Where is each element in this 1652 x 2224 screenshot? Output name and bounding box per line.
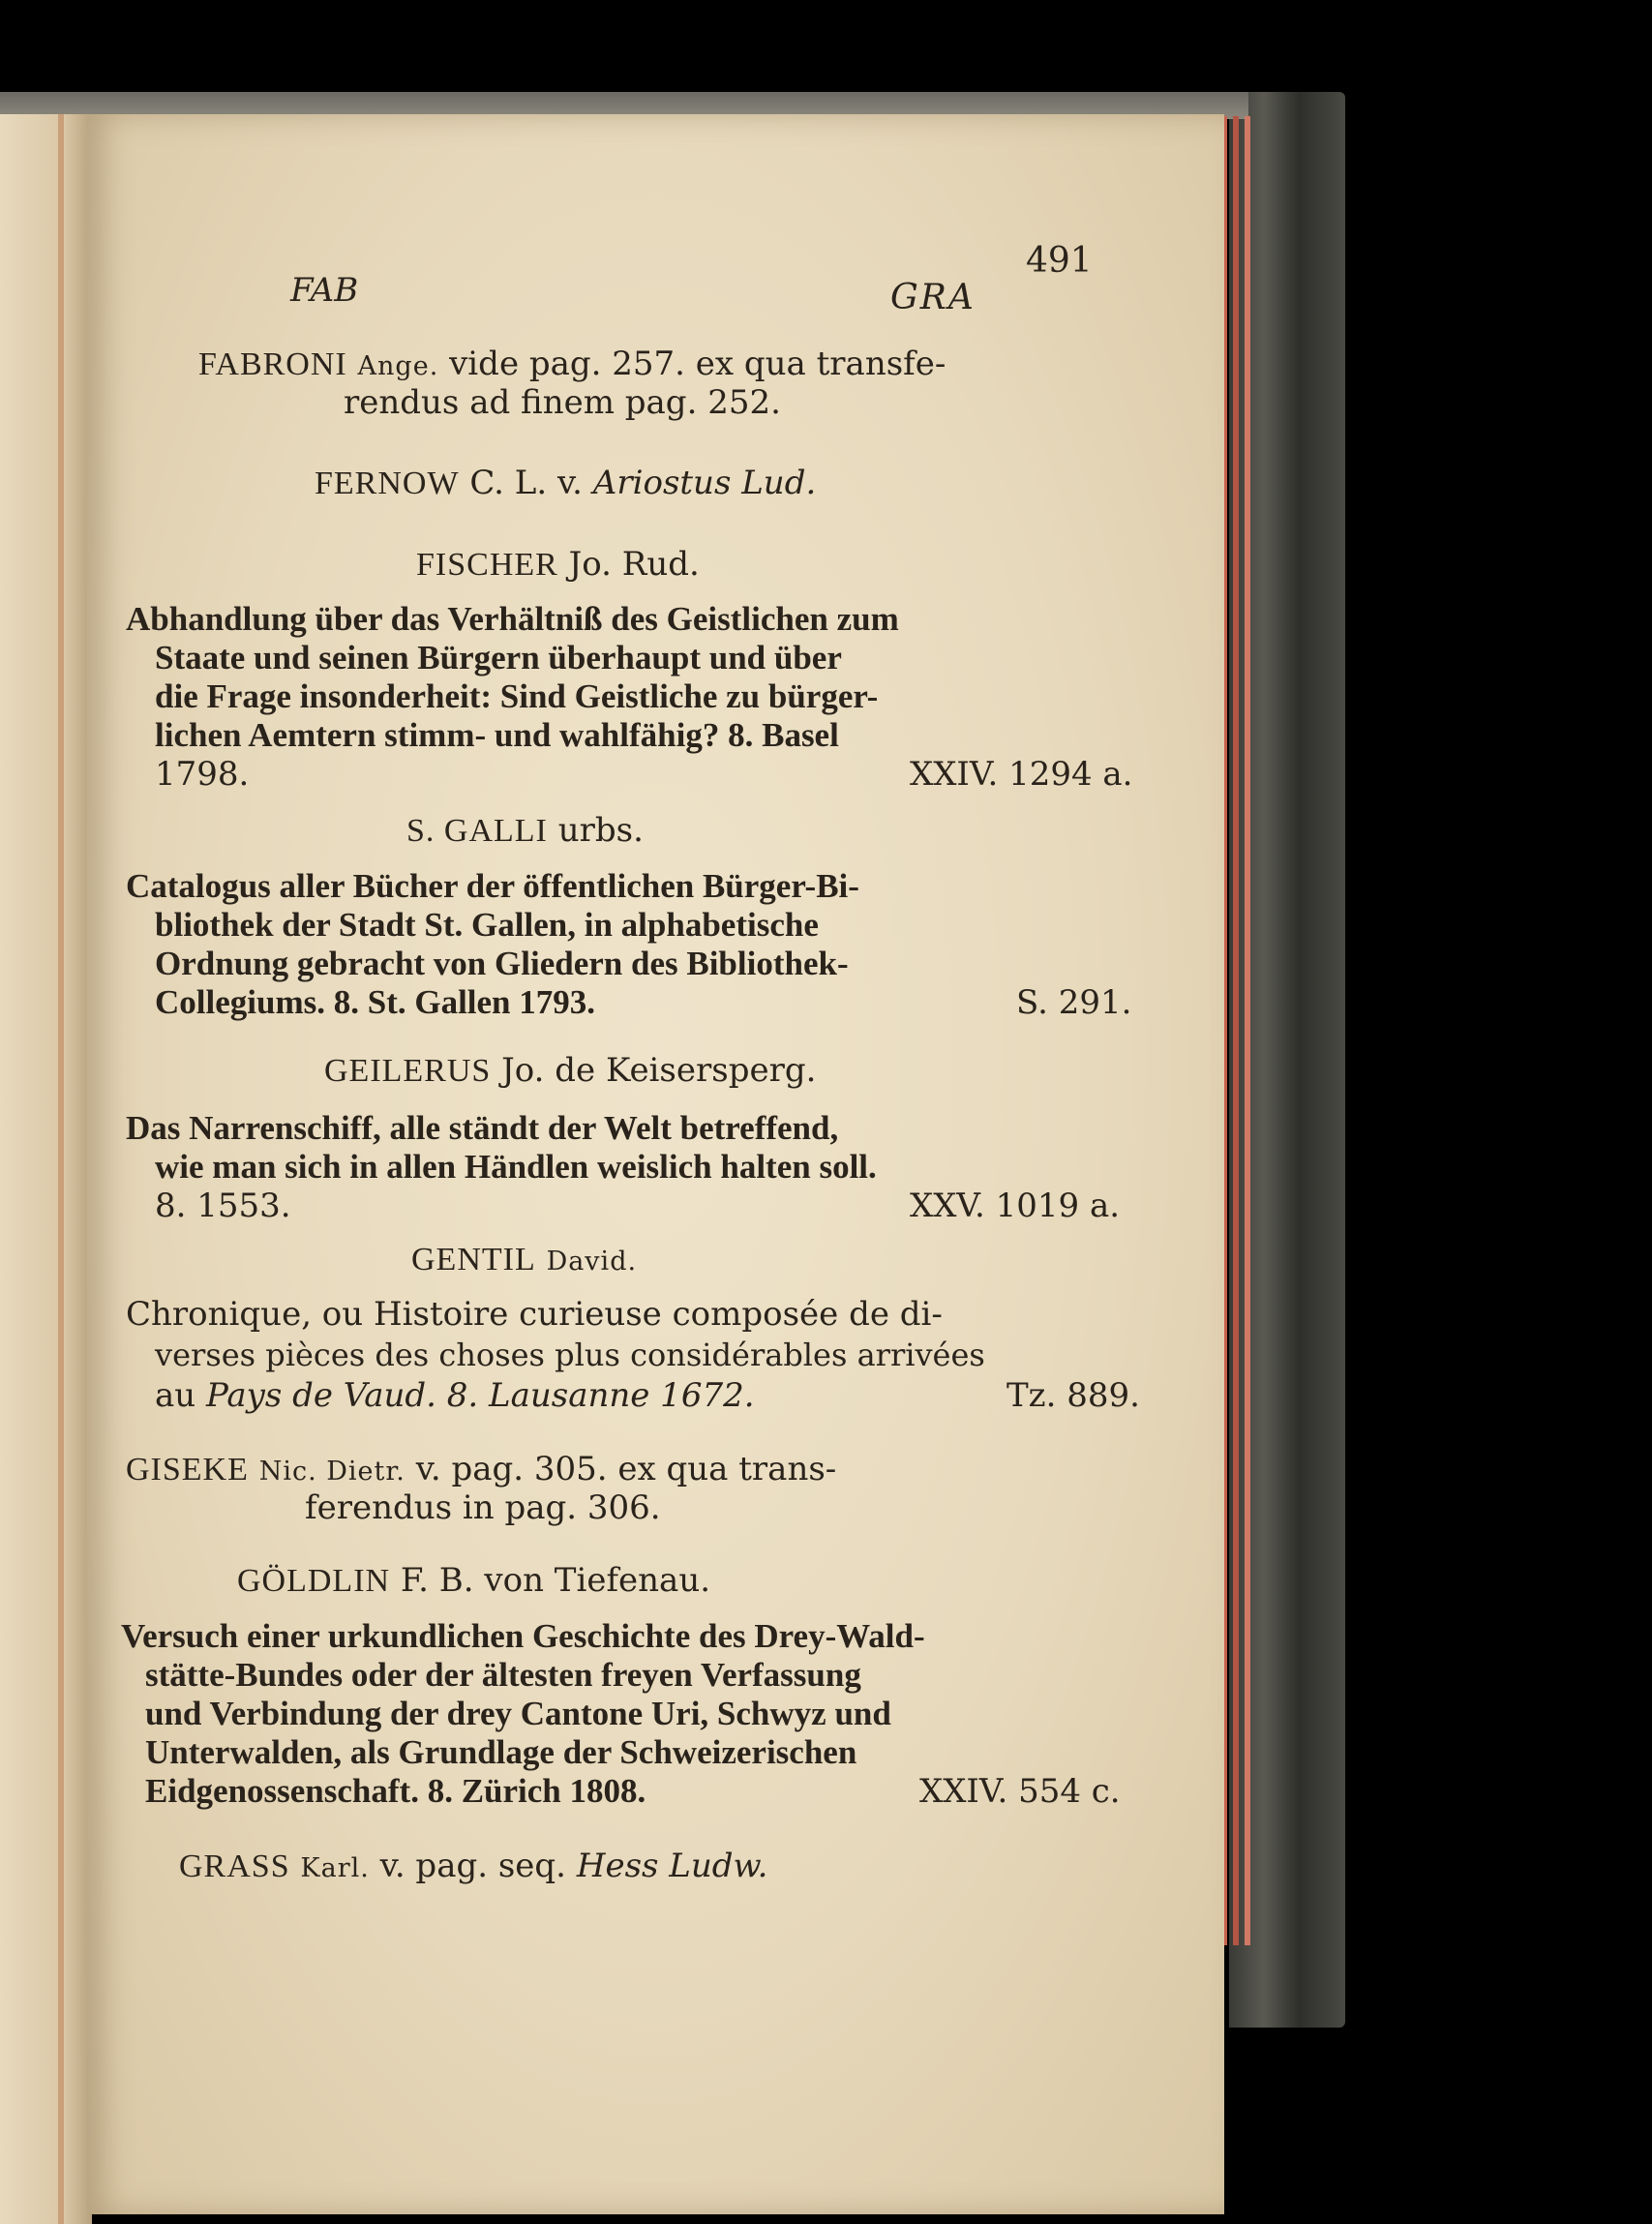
running-head-right: GRA xyxy=(890,278,976,317)
entry-reference: Ariostus Lud. xyxy=(592,464,817,502)
entry-gentil-line-3 xyxy=(155,1376,1200,1415)
entry-forename: Ange. xyxy=(357,351,439,381)
entry-year: 1798. xyxy=(155,755,250,794)
entry-fischer-line-2: Staate und seinen Bürgern überhaupt und über xyxy=(155,639,842,676)
entry-text: Eidgenossenschaft. 8. Zürich 1808. xyxy=(145,1772,646,1810)
entry-fischer-line-1: Abhandlung über das Verhältniß des Geistlichen zum xyxy=(126,600,899,638)
entry-text: au xyxy=(155,1376,196,1415)
entry-galli-line-3: Ordnung gebracht von Gliedern des Bibliothek- xyxy=(155,945,849,982)
entry-geilerus-line-1: Das Narrenschiff, alle ständt der Welt betreffend, xyxy=(126,1109,839,1147)
entry-text: vide pag. 257. ex qua transfe- xyxy=(449,345,946,383)
entry-name: S. GALLI xyxy=(406,813,548,849)
entry-goeldlin-line-3: und Verbindung der drey Cantone Uri, Schwyz und xyxy=(145,1695,891,1732)
entry-name: GEILERUS xyxy=(324,1053,492,1089)
entry-galli-line-4 xyxy=(155,983,1200,1022)
previous-page-red-edge xyxy=(58,114,64,2224)
entry-imprint: 8. Lausanne 1672. xyxy=(446,1376,755,1415)
entry-year: 8. 1553. xyxy=(155,1187,291,1225)
entry-geilerus-heading xyxy=(324,1051,816,1091)
entry-goeldlin-line-5 xyxy=(145,1772,1190,1811)
entry-shelfmark: Tz. 889. xyxy=(1006,1376,1140,1415)
entry-forename: C. L. xyxy=(469,464,548,502)
entry-text: v. pag. seq. xyxy=(379,1847,566,1885)
entry-forename: Nic. Dietr. xyxy=(258,1457,405,1487)
entry-fabroni-line-2: rendus ad finem pag. 252. xyxy=(344,383,781,422)
entry-text: Collegiums. 8. St. Gallen 1793. xyxy=(155,983,596,1021)
entry-forename: F. B. von Tiefenau. xyxy=(400,1561,711,1600)
entry-name: GRASS xyxy=(179,1848,290,1884)
entry-goeldlin-line-2: stätte-Bundes oder der ältesten freyen Verfassung xyxy=(145,1656,861,1694)
entry-goeldlin-line-1: Versuch einer urkundlichen Geschichte des Drey-Wald- xyxy=(121,1617,925,1655)
entry-name: FERNOW xyxy=(315,466,460,501)
entry-fabroni-line-1 xyxy=(198,345,946,386)
entry-giseke-line-1 xyxy=(126,1450,836,1491)
entry-name: GÖLDLIN xyxy=(237,1563,391,1599)
entry-galli-line-1: Catalogus aller Bücher der öffentlichen Bürger-Bi- xyxy=(126,867,859,905)
entry-shelfmark: XXIV. 554 c. xyxy=(919,1772,1121,1811)
entry-fischer-line-5 xyxy=(155,755,1200,794)
entry-name: FABRONI xyxy=(198,346,347,382)
running-head-left: FAB xyxy=(290,271,359,310)
entry-place: Pays de Vaud. xyxy=(205,1376,436,1415)
entry-name: FISCHER xyxy=(416,547,558,583)
page-edge-red xyxy=(1245,116,1250,1945)
page-number: 491 xyxy=(1026,241,1093,281)
entry-galli-line-2: bliothek der Stadt St. Gallen, in alphabetische xyxy=(155,906,819,944)
entry-reference: Hess Ludw. xyxy=(576,1847,768,1885)
entry-shelfmark: XXV. 1019 a. xyxy=(910,1187,1121,1225)
entry-fischer-line-4: lichen Aemtern stimm- und wahlfähig? 8. Basel xyxy=(155,716,839,754)
entry-shelfmark: S. 291. xyxy=(1016,983,1132,1022)
entry-giseke-line-2: ferendus in pag. 306. xyxy=(305,1488,661,1527)
entry-gentil-line-1: Chronique, ou Histoire curieuse composée de di- xyxy=(126,1295,943,1334)
entry-goeldlin-line-4: Unterwalden, als Grundlage der Schweizerischen xyxy=(145,1733,857,1771)
previous-page-edge xyxy=(0,114,92,2224)
entry-forename: urbs. xyxy=(557,811,644,850)
entry-name: GENTIL xyxy=(411,1242,536,1277)
entry-name: GISEKE xyxy=(126,1452,249,1488)
entry-gentil-heading xyxy=(411,1240,637,1281)
entry-fischer-heading xyxy=(416,545,700,585)
entry-forename: Karl. xyxy=(300,1853,370,1883)
entry-grass xyxy=(179,1847,767,1888)
entry-text: v. pag. 305. ex qua trans- xyxy=(415,1450,837,1488)
entry-geilerus-line-2: wie man sich in allen Händlen weislich halten soll. xyxy=(155,1148,877,1186)
entry-geilerus-line-3 xyxy=(155,1187,1200,1225)
entry-fernow xyxy=(315,464,816,503)
entry-goeldlin-heading xyxy=(237,1561,710,1601)
entry-gentil-line-2: verses pièces des choses plus considérables arrivées xyxy=(155,1337,985,1373)
entry-galli-heading xyxy=(406,811,644,851)
book-page xyxy=(87,114,1224,2214)
entry-fischer-line-3: die Frage insonderheit: Sind Geistliche zu bürger- xyxy=(155,677,879,715)
entry-forename: David. xyxy=(546,1247,638,1277)
entry-forename: Jo. de Keisersperg. xyxy=(501,1051,817,1090)
page-edge-red xyxy=(1233,116,1239,1945)
entry-forename: Jo. Rud. xyxy=(568,545,700,584)
entry-shelfmark: XXIV. 1294 a. xyxy=(910,755,1133,794)
entry-text: v. xyxy=(557,464,583,502)
